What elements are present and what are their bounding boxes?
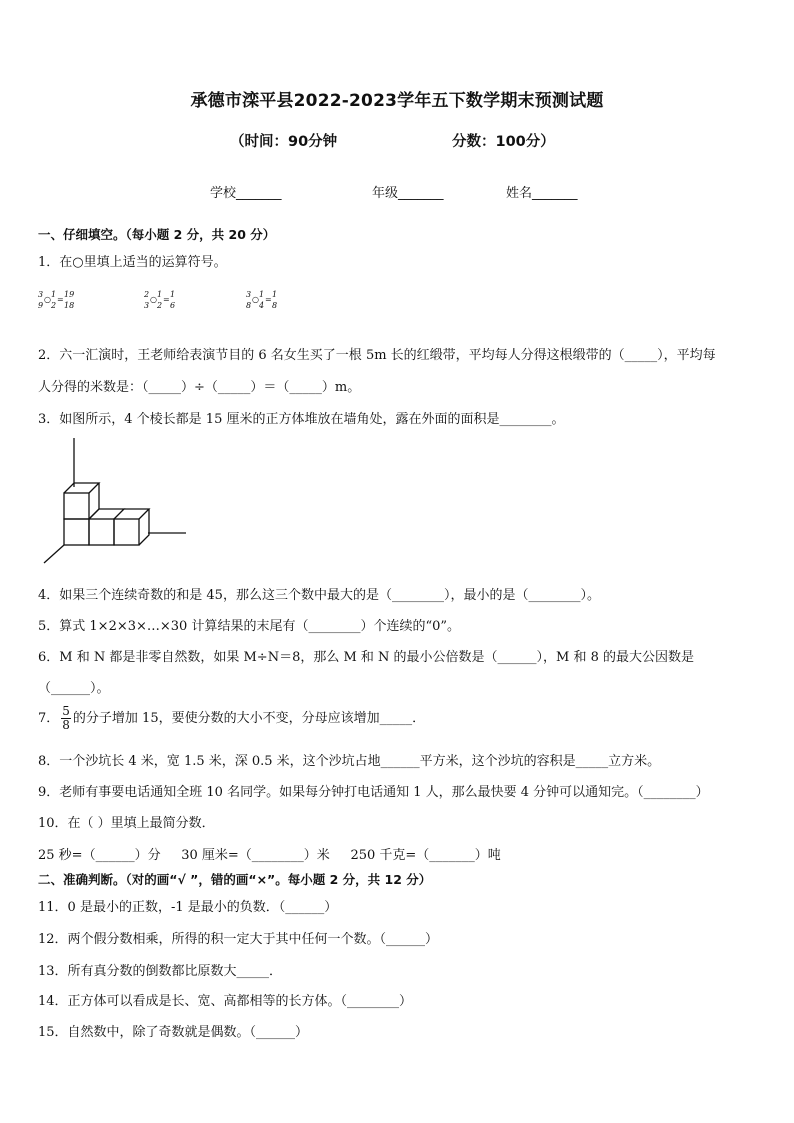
name-field[interactable]: 姓名_______ [506, 186, 578, 201]
section-1-heading: 一、仔细填空。（每小题 2 分，共 20 分） [38, 227, 276, 242]
numerator: 3 [246, 290, 252, 299]
denominator: 3 [144, 301, 150, 310]
question-13: 13．所有真分数的倒数都比原数大_____． [38, 964, 283, 979]
question-2-line-2: 人分得的米数是：（_____）÷（_____）＝（_____）m。 [38, 380, 361, 395]
denominator: 8 [246, 301, 252, 310]
fraction-numerator: 5 [62, 704, 70, 718]
question-8: 8．一个沙坑长 4 米，宽 1.5 米，深 0.5 米，这个沙坑占地______平方米，这个沙坑的容积是_____立方米。 [38, 754, 661, 769]
equals-sign: = [57, 295, 64, 304]
equals-sign: = [265, 295, 272, 304]
question-6-line-1: 6．M 和 N 都是非零自然数，如果 M÷N＝8，那么 M 和 N 的最小公倍数是（______），M 和 8 的最大公因数是 [38, 650, 695, 665]
school-field[interactable]: 学校_______ [210, 186, 282, 201]
question-7-fraction [61, 705, 71, 732]
numerator: 1 [170, 290, 176, 299]
denominator: 2 [157, 301, 163, 310]
question-3: 3．如图所示，4 个棱长都是 15 厘米的正方体堆放在墙角处，露在外面的面积是________。 [38, 412, 565, 427]
question-12: 12．两个假分数相乘，所得的积一定大于其中任何一个数。（______） [38, 932, 439, 947]
numerator: 2 [144, 290, 150, 299]
denominator: 9 [38, 301, 44, 310]
denominator: 2 [51, 301, 57, 310]
operator-circle-icon[interactable]: ○ [150, 295, 157, 304]
denominator: 6 [170, 301, 176, 310]
question-1-expressions [38, 290, 338, 318]
question-9: 9．老师有事要电话通知全班 10 名同学。如果每分钟打电话通知 1 人，那么最快要 4 分钟可以通知完。（________） [38, 785, 709, 800]
numerator: 1 [51, 290, 57, 299]
question-11: 11．0 是最小的正数，-1 是最小的负数．（______） [38, 900, 338, 915]
section-2-heading: 二、准确判断。（对的画“√ ”，错的画“×”。每小题 2 分，共 12 分） [38, 872, 432, 887]
denominator: 18 [64, 301, 75, 310]
numerator: 1 [157, 290, 163, 299]
grade-field[interactable]: 年级_______ [372, 186, 444, 201]
question-14: 14．正方体可以看成是长、宽、高都相等的长方体。（________） [38, 994, 413, 1009]
numerator: 19 [64, 290, 75, 299]
numerator: 1 [272, 290, 278, 299]
question-7-text: 的分子增加 15，要使分数的大小不变，分母应该增加_____． [72, 711, 426, 726]
numerator: 3 [38, 290, 44, 299]
question-5: 5．算式 1×2×3×…×30 计算结果的末尾有（________）个连续的“0”。 [38, 619, 461, 634]
numerator: 1 [259, 290, 265, 299]
question-15: 15．自然数中，除了奇数就是偶数。（______） [38, 1025, 309, 1040]
question-6-line-2: （______）。 [38, 681, 110, 696]
equals-sign: = [163, 295, 170, 304]
question-7-number: 7． [38, 711, 60, 726]
question-10: 10．在（ ）里填上最简分数． [38, 816, 215, 831]
cubes-corner-figure [38, 435, 198, 570]
fraction-denominator: 8 [62, 718, 70, 732]
question-10-blanks: 25 秒=（______）分 30 厘米=（________）米 250 千克=（_______）吨 [38, 848, 501, 863]
question-1: 1．在○里填上适当的运算符号。 [38, 255, 227, 270]
question-7 [38, 705, 425, 732]
operator-circle-icon[interactable]: ○ [252, 295, 259, 304]
exam-time: （时间：90分钟 [230, 134, 338, 150]
denominator: 4 [259, 301, 265, 310]
denominator: 8 [272, 301, 278, 310]
page-title: 承德市滦平县2022-2023学年五下数学期末预测试题 [190, 91, 604, 111]
operator-circle-icon[interactable]: ○ [44, 295, 51, 304]
question-2-line-1: 2．六一汇演时，王老师给表演节目的 6 名女生买了一根 5m 长的红缎带，平均每人分得这根缎带的（_____），平均每 [38, 348, 716, 363]
question-4: 4．如果三个连续奇数的和是 45，那么这三个数中最大的是（________），最小的是（________）。 [38, 588, 600, 603]
exam-score: 分数：100分） [452, 134, 555, 150]
